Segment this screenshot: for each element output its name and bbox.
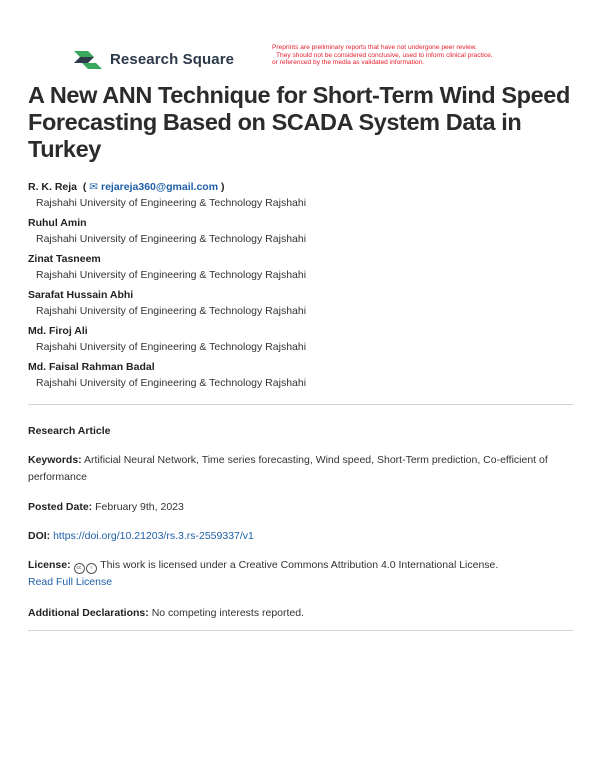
keywords: [28, 452, 548, 486]
research-square-logo[interactable]: [74, 48, 234, 70]
divider: [28, 630, 573, 631]
research-square-logo-icon: [74, 48, 102, 70]
disclaimer-line: or referenced by the media as validated information.: [272, 59, 425, 67]
author-entry: [28, 360, 573, 396]
author-email: rejareja360@gmail.com: [101, 181, 219, 193]
paper-title: A New ANN Technique for Short-Term Wind Speed Forecasting Based on SCADA System Data in Turkey: [28, 82, 570, 162]
doi-link[interactable]: https://doi.org/10.21203/rs.3.rs-2559337/v1: [53, 530, 254, 542]
author-name: Zinat Tasneem: [28, 253, 101, 265]
posted-date: [28, 499, 548, 516]
author-affiliation: Rajshahi University of Engineering & Technology Rajshahi: [36, 341, 307, 353]
read-full-license-link[interactable]: Read Full License: [28, 576, 113, 588]
author-entry: [28, 324, 573, 360]
keywords-value: Artificial Neural Network, Time series forecasting, Wind speed, Short-Term prediction, Co-efficient of performance: [28, 454, 548, 483]
divider: [28, 404, 573, 405]
logo-word-square: Square: [182, 50, 235, 68]
attribution-icon: i: [86, 563, 97, 574]
posted-date-value: February 9th, 2023: [95, 501, 184, 513]
author-entry: [28, 216, 573, 252]
author-name: R. K. Reja: [28, 181, 78, 193]
logo-word-research: Research: [110, 50, 179, 68]
posted-date-label: Posted Date:: [28, 501, 93, 513]
author-entry: [28, 252, 573, 288]
license-label: License:: [28, 559, 71, 571]
author-affiliation: Rajshahi University of Engineering & Technology Rajshahi: [36, 233, 307, 245]
author-name: Md. Faisal Rahman Badal: [28, 361, 155, 373]
doi-label: DOI:: [28, 530, 51, 542]
author-list: [28, 180, 573, 396]
preprint-disclaimer: [272, 44, 562, 67]
disclaimer-line: They should not be considered conclusive, used to inform clinical practice,: [276, 51, 493, 59]
author-affiliation: Rajshahi University of Engineering & Technology Rajshahi: [36, 269, 307, 281]
license: [28, 557, 573, 591]
author-email-link[interactable]: [89, 181, 218, 193]
declarations-value: No competing interests reported.: [151, 607, 305, 619]
author-name: Sarafat Hussain Abhi: [28, 289, 134, 301]
author-name: Ruhul Amin: [28, 217, 87, 229]
author-affiliation: Rajshahi University of Engineering & Technology Rajshahi: [36, 197, 307, 209]
cc-icon: cc: [74, 563, 85, 574]
logo-text: [110, 51, 234, 68]
article-type: Research Article: [28, 425, 111, 437]
author-entry: [28, 288, 573, 324]
header: [0, 44, 600, 78]
author-affiliation: Rajshahi University of Engineering & Technology Rajshahi: [36, 377, 307, 389]
license-text: This work is licensed under a Creative Commons Attribution 4.0 International License.: [100, 559, 499, 571]
doi: [28, 528, 548, 545]
envelope-icon: ✉: [89, 181, 99, 193]
author-affiliation: Rajshahi University of Engineering & Technology Rajshahi: [36, 305, 307, 317]
declarations-label: Additional Declarations:: [28, 607, 149, 619]
keywords-label: Keywords:: [28, 454, 82, 466]
author-name: Md. Firoj Ali: [28, 325, 88, 337]
additional-declarations: [28, 605, 548, 622]
disclaimer-line: Preprints are preliminary reports that have not undergone peer review.: [272, 44, 477, 51]
author-entry: R. K. Reja ( ✉ rejareja360@gmail.com ) Rajshahi University of Engineering & Technology Rajshahi: [28, 180, 573, 216]
